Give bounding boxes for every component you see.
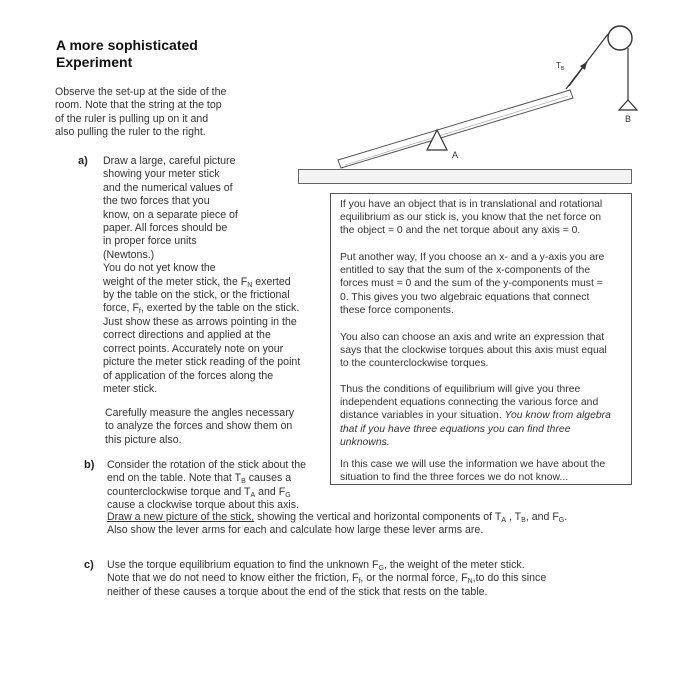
weight-b xyxy=(619,100,637,110)
box-line: says that the clockwise torques about this axis must equal xyxy=(340,345,607,357)
box-line: Put another way, If you choose an x- and a y-axis you are xyxy=(340,252,605,263)
box-line: the object = 0 and the net torque about any axis = 0. xyxy=(340,225,581,237)
box-line: these force components. xyxy=(340,304,454,316)
part-a-measure xyxy=(105,407,294,447)
intro-line: Observe the set-up at the side of the xyxy=(55,86,227,98)
box-line: independent equations connecting the various force and xyxy=(340,397,599,409)
part-a-line: showing your meter stick xyxy=(103,168,220,181)
part-a-line: correct directions and applied at the xyxy=(103,329,271,342)
part-a-line: force, $F_f$, exerted by the table on the stick. xyxy=(103,302,300,316)
box-line: forces must = 0 and the sum of the y-components must = xyxy=(340,278,603,290)
title-line-1: A more sophisticated xyxy=(56,37,198,53)
part-c-text xyxy=(107,559,697,599)
label-tb: $T_B$ xyxy=(556,61,565,72)
box-line: distance variables in your situation. You know from algebra xyxy=(340,410,611,422)
box-paragraph-2 xyxy=(340,251,630,317)
part-c-line: neither of these causes a torque about the end of the stick that rests on the table. xyxy=(107,585,488,598)
box-line: In this case we will use the information we have about the xyxy=(340,459,606,470)
part-a-text xyxy=(103,155,333,396)
part-a-line: You do not yet know the xyxy=(103,262,216,275)
part-b-line: cause a clockwise torque about this axis. xyxy=(107,499,299,512)
box-paragraph-3 xyxy=(340,331,630,371)
part-a-line: paper. All forces should be xyxy=(103,222,228,235)
part-a-line: of application of the forces along the xyxy=(103,369,274,382)
part-a-measure-line: to analyze the forces and show them on xyxy=(105,420,293,433)
label-a: A xyxy=(452,150,459,160)
box-line: situation to find the three forces we do not know... xyxy=(340,472,569,484)
part-b-label: b) xyxy=(84,459,95,471)
pulley xyxy=(608,26,632,50)
intro-paragraph xyxy=(55,86,226,140)
part-b-line: Consider the rotation of the stick about the xyxy=(107,459,307,471)
intro-line: room. Note that the string at the top xyxy=(55,99,222,112)
label-b: B xyxy=(625,114,632,124)
intro-line: also pulling the ruler to the right. xyxy=(55,126,206,139)
box-line: that if you have three equations you can find three xyxy=(340,423,571,435)
page-title xyxy=(56,37,198,71)
part-b-line: end on the table. Note that $T_B$ causes a xyxy=(107,472,292,486)
part-a-line: correct points. Accurately note on your xyxy=(103,342,284,355)
box-paragraph-1 xyxy=(340,198,630,238)
box-paragraph-5 xyxy=(340,458,630,484)
box-line: If you have an object that is in translational and rotational xyxy=(340,199,603,210)
title-line-2: Experiment xyxy=(56,54,133,70)
box-line: equilibrium as our stick is, you know that the net force on xyxy=(340,212,602,224)
part-a-line: know, on a separate piece of xyxy=(103,208,238,221)
part-a-measure-line: this picture also. xyxy=(105,433,182,446)
part-c-line: Use the torque equilibrium equation to find the unknown $F_G$, the weight of the meter stick. xyxy=(107,559,525,572)
part-a-line: weight of the meter stick, the $F_N$ exerted xyxy=(103,275,291,289)
part-a-line: and the numerical values of xyxy=(103,181,233,194)
part-a-line: (Newtons.) xyxy=(103,248,155,261)
part-a-line: Draw a large, careful picture xyxy=(103,155,236,167)
part-a-line: in proper force units xyxy=(103,235,197,248)
part-a-line: meter stick. xyxy=(103,382,158,395)
box-line: 0. This gives you two algebraic equations that connect xyxy=(340,291,590,303)
part-a-line: Just show these as arrows pointing in the xyxy=(103,315,297,328)
part-a-line: by the table on the stick, or the frictional xyxy=(103,289,290,302)
box-paragraph-4 xyxy=(340,383,630,449)
box-line: entitled to say that the sum of the x-components of the xyxy=(340,265,591,277)
box-line: You also can choose an axis and write an expression that xyxy=(340,332,605,343)
intro-line: of the ruler is pulling up on it and xyxy=(55,112,209,125)
part-b-line: counterclockwise torque and $T_A$ and $F_G$ xyxy=(107,485,291,499)
part-a-line: picture the meter stick reading of the point xyxy=(103,356,301,369)
box-line: to the counterclockwise torques. xyxy=(340,358,489,370)
table-bar xyxy=(298,169,632,184)
part-b-text xyxy=(107,459,332,513)
equilibrium-info-box xyxy=(330,193,632,485)
part-b-line: Draw a new picture of the stick, showing the vertical and horizontal components of $T_A$ , $T_B$, and $F_G$. xyxy=(107,511,568,524)
part-b-text-2 xyxy=(107,511,697,538)
box-line: Thus the conditions of equilibrium will give you three xyxy=(340,384,581,395)
part-c-line: Note that we do not need to know either the friction, $F_f$, or the normal force, $F_N,to$ do this since xyxy=(107,572,547,586)
part-c-label: c) xyxy=(84,559,94,571)
part-b-line: Also show the lever arms for each and calculate how large these lever arms are. xyxy=(107,524,484,537)
part-a-measure-line: Carefully measure the angles necessary xyxy=(105,407,295,419)
box-line: unknowns. xyxy=(340,436,390,448)
setup-figure xyxy=(290,10,650,170)
part-a-line: the two forces that you xyxy=(103,195,210,208)
part-a-label: a) xyxy=(78,155,88,167)
